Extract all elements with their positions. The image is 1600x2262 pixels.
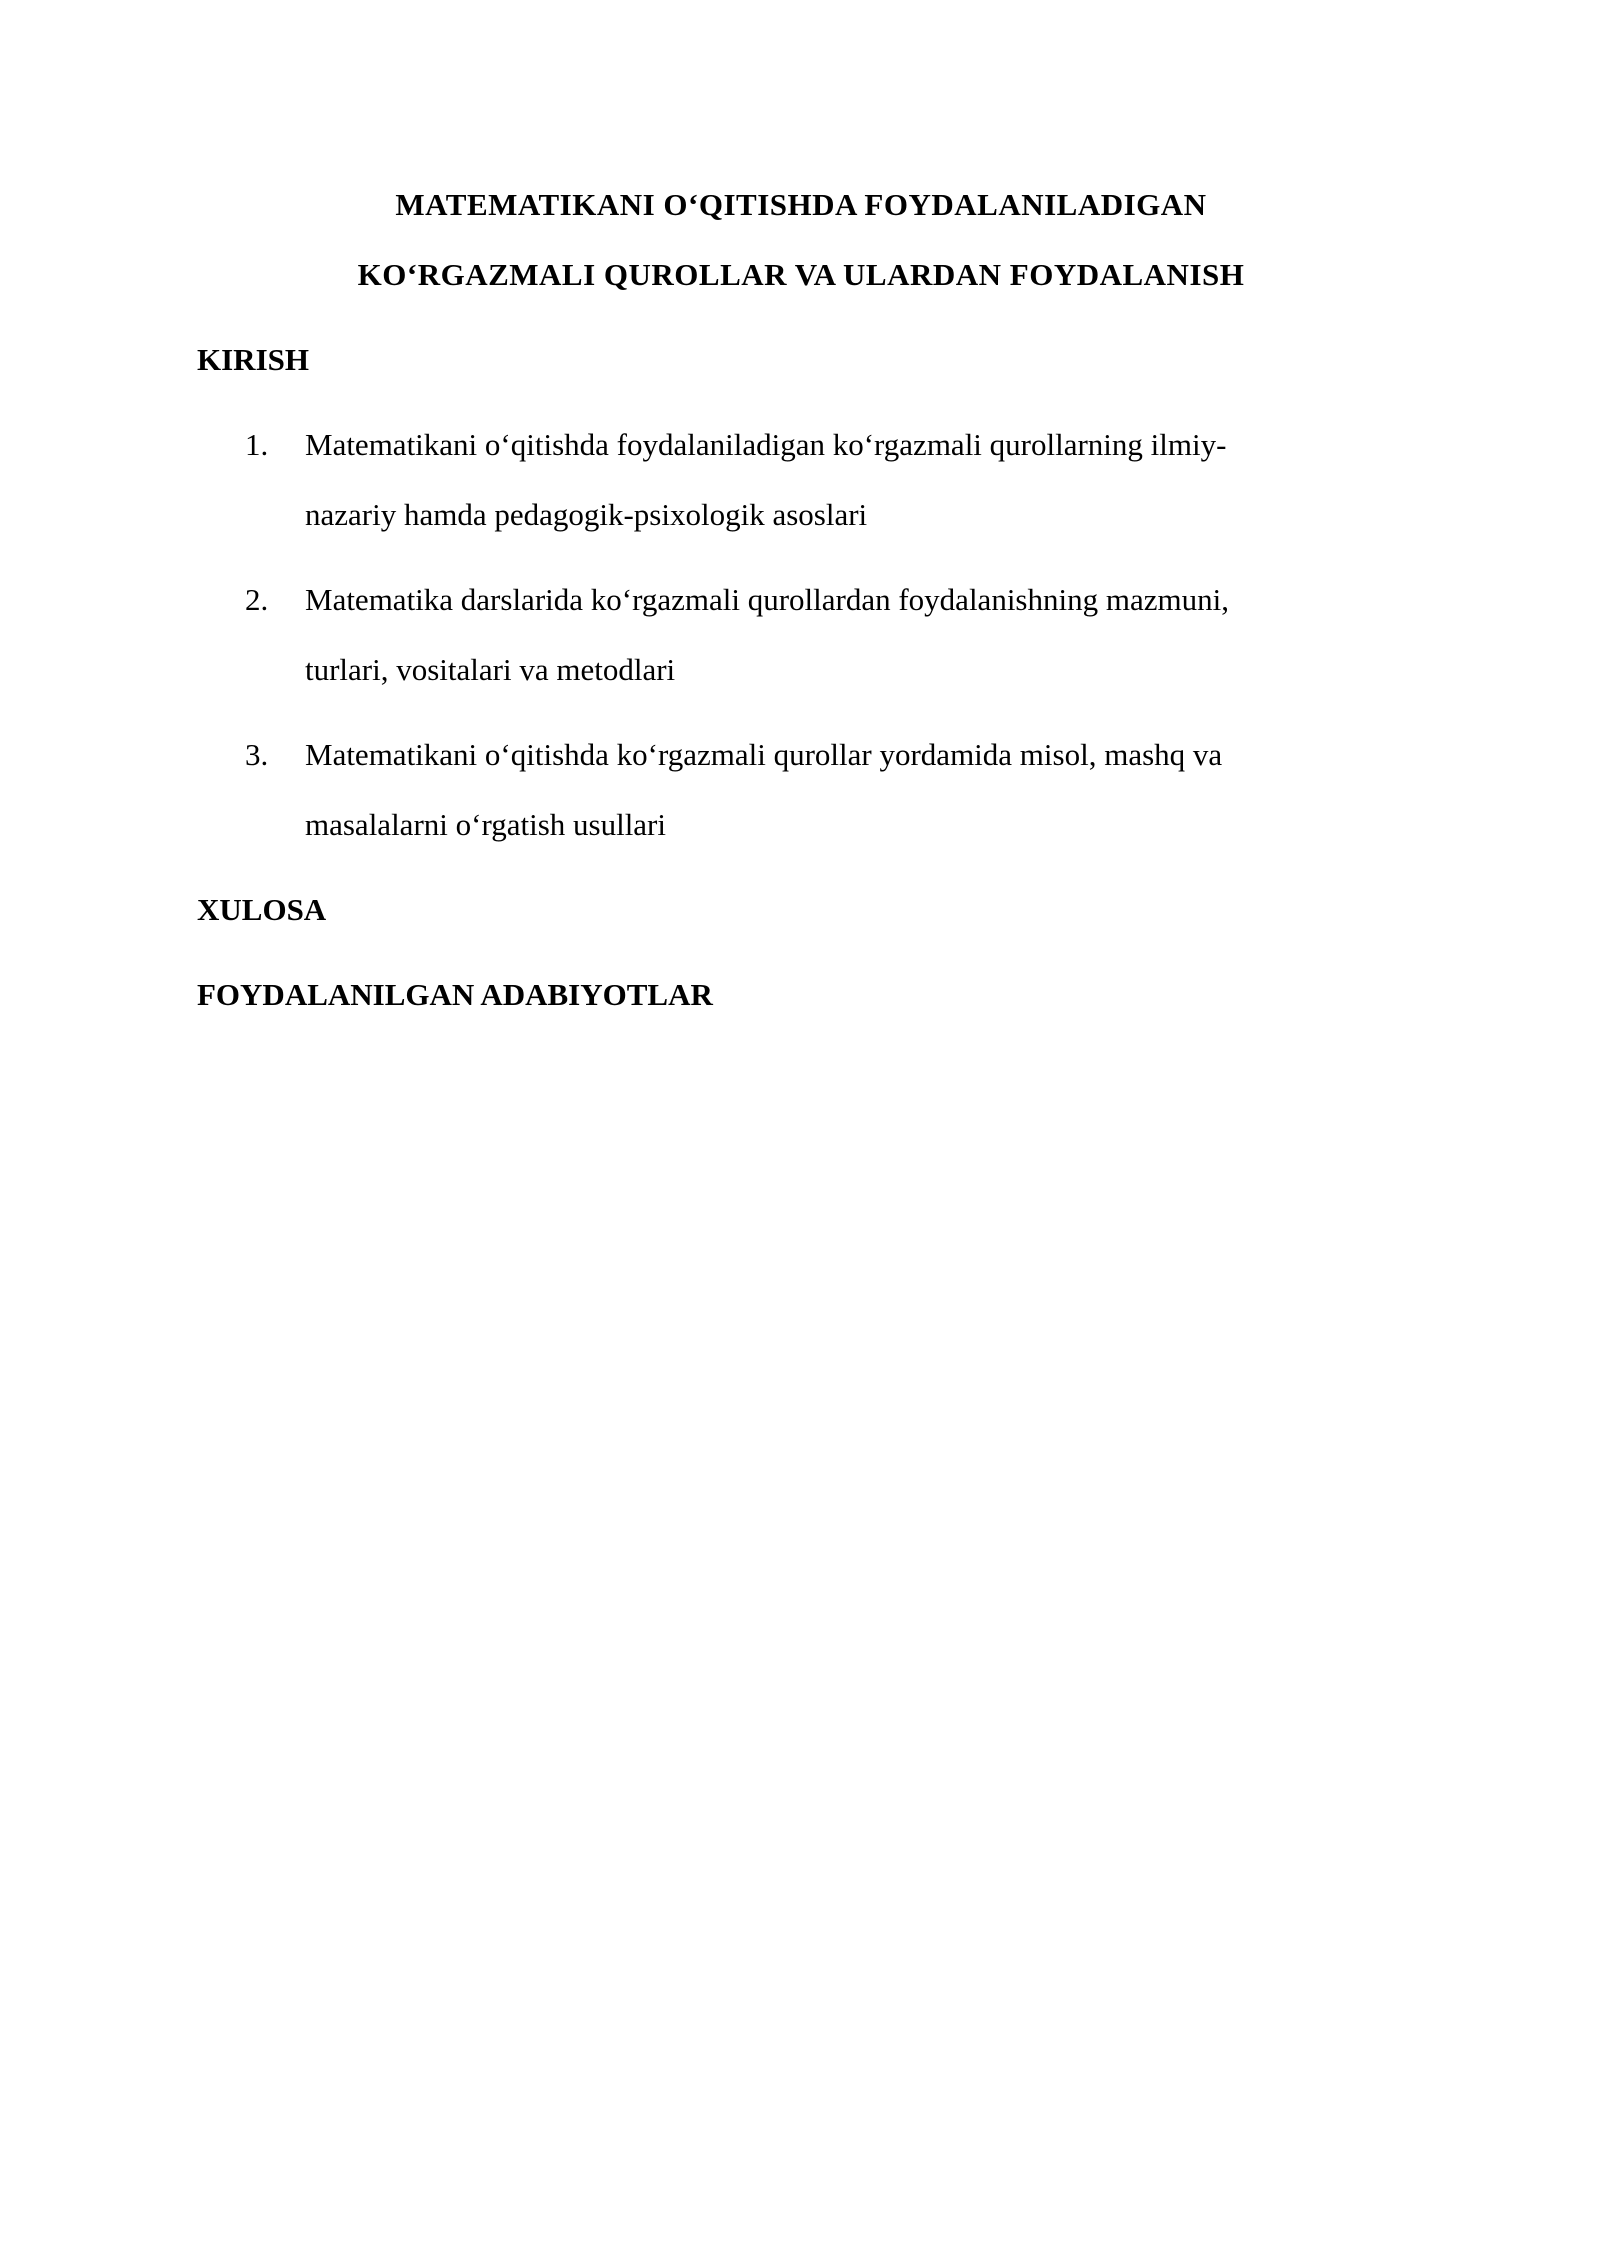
heading-kirish: KIRISH [197,342,309,377]
list-item-1-number: 1. [245,427,269,462]
heading-adabiyotlar: FOYDALANILGAN ADABIYOTLAR [197,977,713,1012]
heading-xulosa: XULOSA [197,892,327,927]
list-item-2-line-2: turlari, vositalari va metodlari [305,652,676,687]
list-item-2-line-1: Matematika darslarida ko‘rgazmali qurollardan foydalanishning mazmuni, [305,582,1229,617]
list-item-1-line-2: nazariy hamda pedagogik-psixologik asoslari [305,497,868,532]
document-title [197,170,1405,310]
list-item-1 [197,410,1405,550]
list-item-3-line-2: masalalarni o‘rgatish usullari [305,807,666,842]
list-item-3-line-1: Matematikani o‘qitishda ko‘rgazmali qurollar yordamida misol, mashq va [305,737,1223,772]
list-item-3-number: 3. [245,737,269,772]
list-item-2-number: 2. [245,582,269,617]
ordered-list [197,410,1405,860]
list-item-3 [197,720,1405,860]
list-item-1-line-1: Matematikani o‘qitishda foydalaniladigan ko‘rgazmali qurollarning ilmiy- [305,427,1227,462]
title-line-1: MATEMATIKANI O‘QITISHDA FOYDALANILADIGAN [395,187,1207,222]
title-line-2: KO‘RGAZMALI QUROLLAR VA ULARDAN FOYDALANISH [357,257,1245,292]
list-item-2 [197,565,1405,705]
